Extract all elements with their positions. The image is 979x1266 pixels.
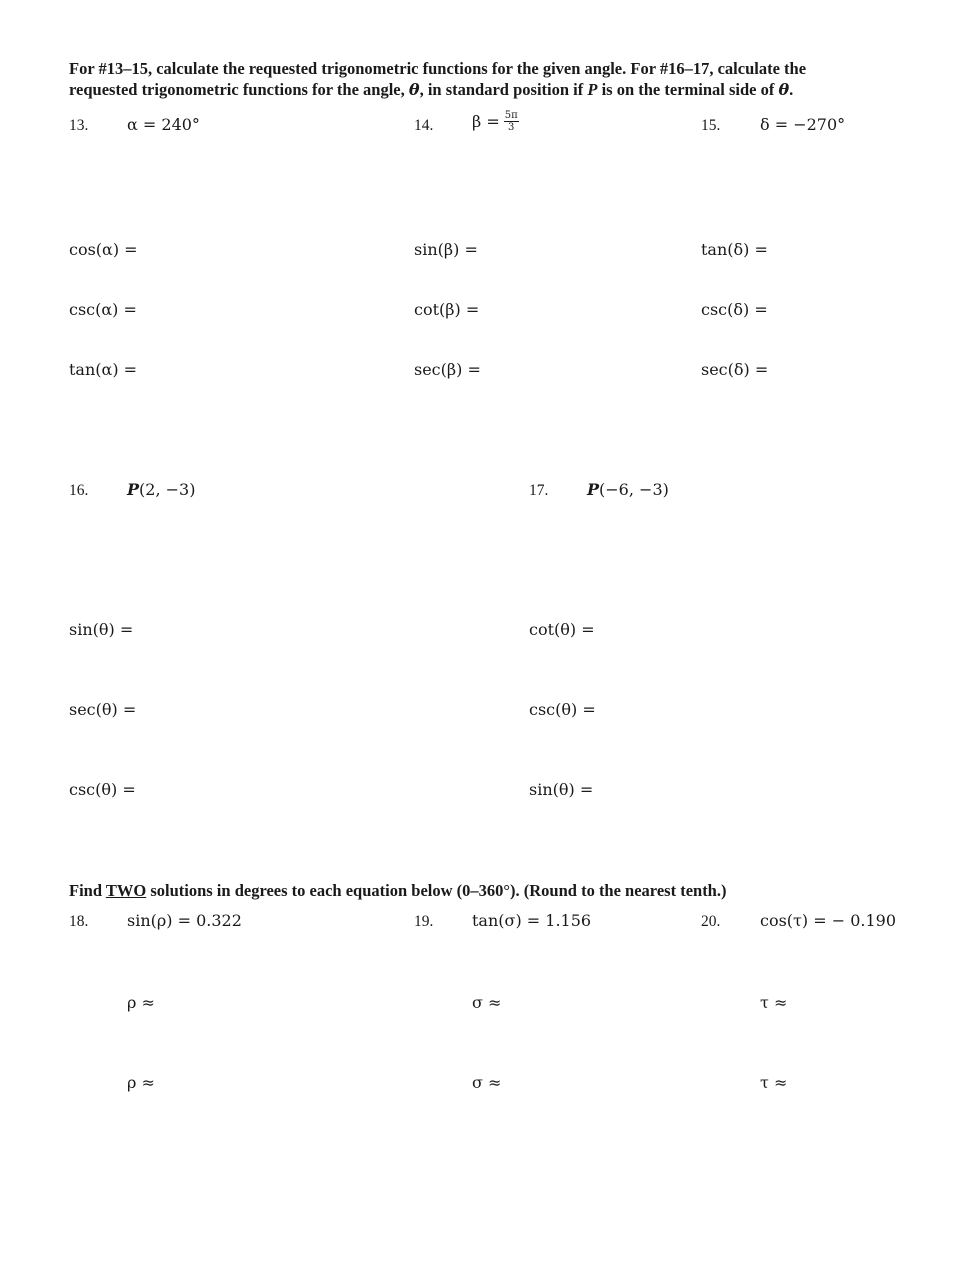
problem-18-answer-1: ρ ≈ — [127, 993, 155, 1012]
problem-16-number: 16. — [69, 482, 89, 499]
problem-14-func-2: cot(β) = — [414, 300, 480, 319]
instruction-text: solutions in degrees to each equation below (0–360°). (Round to the nearest tenth.) — [150, 881, 727, 900]
problem-16-func-3: csc(θ) = — [69, 780, 136, 799]
problem-20-answer-2: τ ≈ — [760, 1073, 788, 1092]
point-label: P — [127, 480, 140, 499]
problem-15-number: 15. — [701, 117, 721, 134]
point-label: P — [587, 480, 600, 499]
instruction-text: , in standard position if — [419, 80, 584, 99]
problem-19-number: 19. — [414, 913, 434, 930]
section1-instructions — [69, 58, 806, 100]
problem-20-answer-1: τ ≈ — [760, 993, 788, 1012]
problem-13-func-2: csc(α) = — [69, 300, 137, 319]
problem-18-equation: sin(ρ) = 0.322 — [127, 911, 242, 930]
problem-15-func-3: sec(δ) = — [701, 360, 769, 379]
problem-17-number: 17. — [529, 482, 549, 499]
point-symbol: P — [587, 80, 598, 99]
problem-16-func-1: sin(θ) = — [69, 620, 134, 639]
problem-17-point — [587, 480, 669, 499]
problem-20-number: 20. — [701, 913, 721, 930]
theta-symbol: θ — [408, 80, 420, 99]
problem-16-func-2: sec(θ) = — [69, 700, 137, 719]
problem-19-answer-1: σ ≈ — [472, 993, 502, 1012]
fraction-denominator: 3 — [508, 122, 515, 133]
problem-15-given: δ = −270° — [760, 115, 846, 134]
instruction-text: requested trigonometric functions for the angle, — [69, 80, 405, 99]
problem-13-given: α = 240° — [127, 115, 200, 134]
problem-19-equation: tan(σ) = 1.156 — [472, 911, 592, 930]
theta-symbol: θ — [778, 80, 790, 99]
point-coords: (−6, −3) — [599, 480, 669, 499]
problem-18-answer-2: ρ ≈ — [127, 1073, 155, 1092]
problem-19-answer-2: σ ≈ — [472, 1073, 502, 1092]
instruction-text: is on the terminal side of — [601, 80, 775, 99]
problem-14-func-1: sin(β) = — [414, 240, 478, 259]
problem-14-func-3: sec(β) = — [414, 360, 481, 379]
problem-14-number: 14. — [414, 117, 434, 134]
fraction-numerator: 5π — [504, 110, 518, 121]
section2-instructions — [69, 880, 726, 901]
fraction — [504, 110, 519, 133]
problem-18-number: 18. — [69, 913, 89, 930]
instruction-emphasis: TWO — [105, 881, 147, 900]
instruction-text: Find — [69, 881, 103, 900]
instruction-end: . — [789, 80, 794, 99]
problem-15-func-1: tan(δ) = — [701, 240, 768, 259]
problem-13-func-3: tan(α) = — [69, 360, 138, 379]
problem-14-given — [472, 110, 519, 133]
problem-17-func-1: cot(θ) = — [529, 620, 595, 639]
problem-17-func-2: csc(θ) = — [529, 700, 596, 719]
problem-17-func-3: sin(θ) = — [529, 780, 594, 799]
problem-13-number: 13. — [69, 117, 89, 134]
problem-20-equation: cos(τ) = − 0.190 — [760, 911, 897, 930]
problem-16-point — [127, 480, 195, 499]
instruction-line-2 — [69, 79, 806, 100]
instruction-line-1: For #13–15, calculate the requested trigonometric functions for the given angle. For #16–17, calculate the — [69, 59, 807, 78]
problem-13-func-1: cos(α) = — [69, 240, 138, 259]
problem-15-func-2: csc(δ) = — [701, 300, 768, 319]
problem-14-given-lhs: β = — [472, 112, 500, 131]
point-coords: (2, −3) — [139, 480, 196, 499]
